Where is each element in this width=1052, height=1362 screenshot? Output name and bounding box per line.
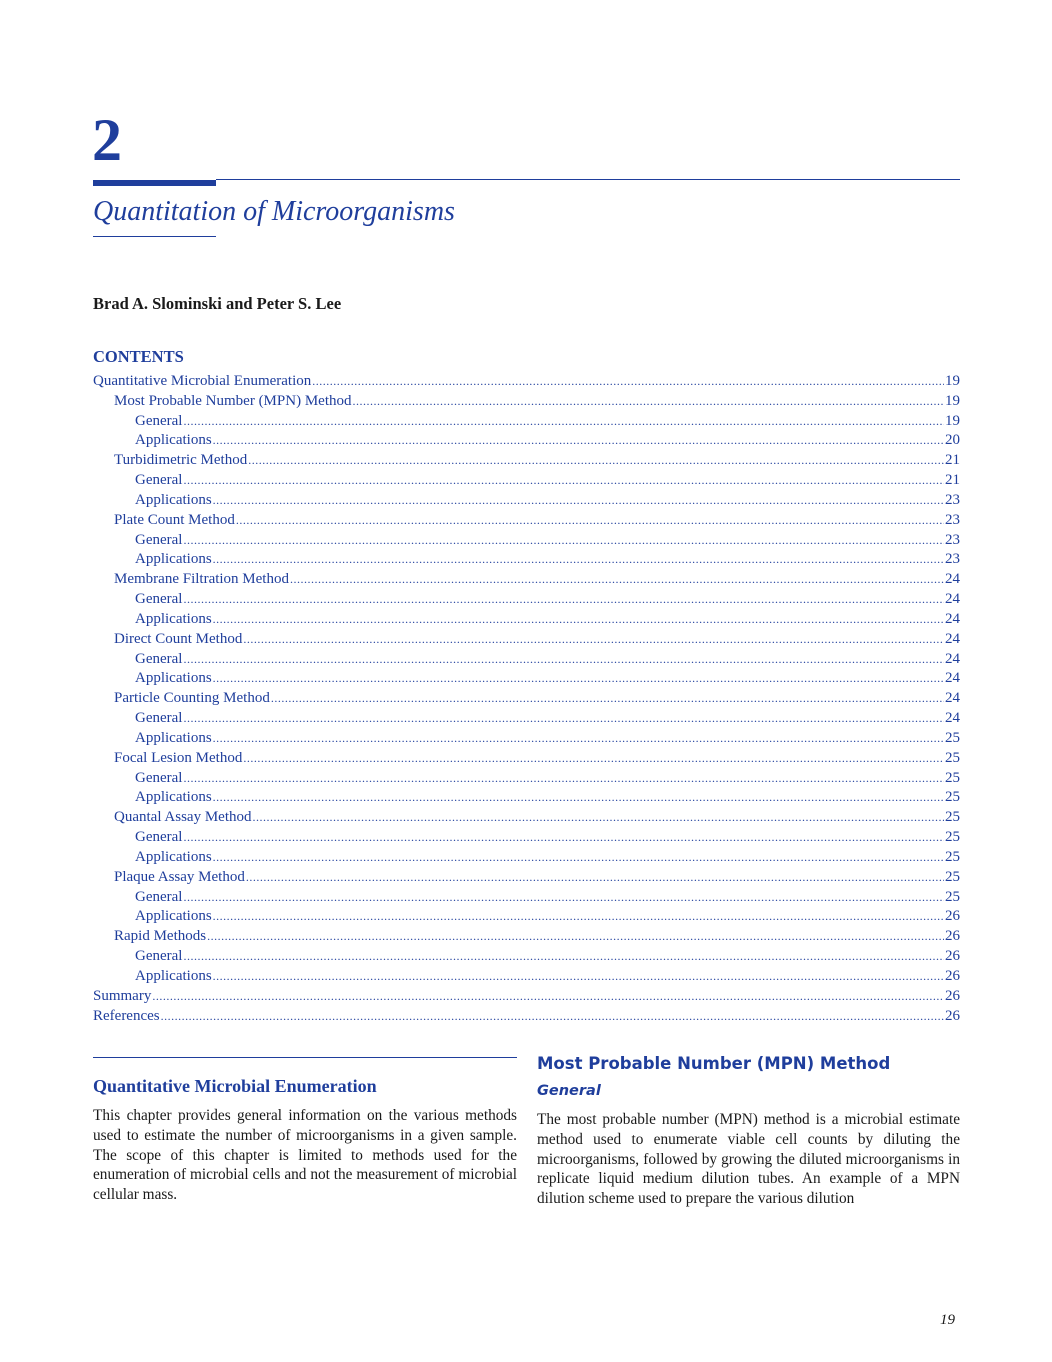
toc-entry[interactable] (93, 749, 960, 769)
toc-entry-page: 26 (945, 987, 960, 1004)
toc-entry[interactable] (93, 392, 960, 412)
toc-entry-title: Applications (135, 967, 212, 984)
chapter-title: Quantitation of Microorganisms (93, 196, 455, 227)
toc-leader-dots (248, 451, 944, 471)
toc-entry[interactable] (93, 788, 960, 808)
subsection-heading-general: General (537, 1083, 601, 1099)
toc-leader-dots (252, 808, 944, 828)
toc-entry-page: 25 (945, 868, 960, 885)
page-number: 19 (940, 1312, 955, 1328)
toc-entry[interactable] (93, 590, 960, 610)
toc-entry[interactable] (93, 412, 960, 432)
toc-entry[interactable] (93, 907, 960, 927)
toc-leader-dots (236, 511, 944, 531)
toc-leader-dots (213, 848, 944, 868)
toc-entry-page: 24 (945, 670, 960, 687)
toc-entry[interactable] (93, 491, 960, 511)
section-heading-mpn: Most Probable Number (MPN) Method (537, 1054, 891, 1073)
toc-entry-title: Applications (135, 729, 212, 746)
toc-leader-dots (243, 630, 944, 650)
section-paragraph-mpn: The most probable number (MPN) method is a microbial estimate method used to enumerate viable cell counts by diluting the microorganisms, followed by growing the diluted microorganisms in replicate liquid medium dilution tubes. An example of a MPN dilution scheme used to prepare the various dilution (537, 1111, 960, 1208)
toc-entry-page: 26 (945, 948, 960, 965)
toc-leader-dots (183, 709, 944, 729)
toc-entry-page: 23 (945, 531, 960, 548)
section-paragraph-enumeration: This chapter provides general information on the various methods used to estimate the number of microorganisms in a given sample. The scope of this chapter is limited to methods used for the enumeration of microbial cells and not the measurement of microbial cellular mass. (93, 1107, 517, 1204)
toc-entry-title: General (135, 412, 183, 429)
toc-entry-page: 24 (945, 710, 960, 727)
toc-entry-page: 21 (945, 452, 960, 469)
toc-leader-dots (207, 927, 944, 947)
toc-leader-dots (213, 907, 944, 927)
toc-entry[interactable] (93, 848, 960, 868)
toc-entry[interactable] (93, 987, 960, 1007)
chapter-rule-thick (93, 180, 216, 186)
toc-entry-page: 26 (945, 928, 960, 945)
toc-entry-title: Plaque Assay Method (114, 868, 245, 885)
toc-leader-dots (213, 788, 944, 808)
toc-entry-page: 23 (945, 551, 960, 568)
toc-leader-dots (213, 669, 944, 689)
table-of-contents (93, 372, 960, 1026)
toc-entry-title: Applications (135, 670, 212, 687)
toc-entry-title: Summary (93, 987, 152, 1004)
toc-leader-dots (290, 570, 944, 590)
toc-entry-title: Quantal Assay Method (114, 809, 252, 826)
toc-entry[interactable] (93, 947, 960, 967)
toc-entry[interactable] (93, 372, 960, 392)
toc-leader-dots (183, 947, 944, 967)
toc-entry-title: General (135, 769, 183, 786)
toc-entry[interactable] (93, 650, 960, 670)
toc-entry[interactable] (93, 828, 960, 848)
toc-leader-dots (161, 1007, 944, 1027)
toc-entry-title: Focal Lesion Method (114, 749, 243, 766)
toc-entry[interactable] (93, 669, 960, 689)
toc-entry[interactable] (93, 550, 960, 570)
toc-leader-dots (183, 650, 944, 670)
toc-entry[interactable] (93, 709, 960, 729)
toc-entry-page: 21 (945, 472, 960, 489)
toc-entry-title: Rapid Methods (114, 928, 207, 945)
toc-entry-title: General (135, 472, 183, 489)
toc-entry-page: 19 (945, 392, 960, 409)
toc-leader-dots (243, 749, 944, 769)
toc-entry[interactable] (93, 451, 960, 471)
toc-entry-title: References (93, 1007, 160, 1024)
chapter-title-underline (93, 236, 216, 237)
toc-leader-dots (213, 550, 944, 570)
toc-entry[interactable] (93, 967, 960, 987)
toc-leader-dots (183, 828, 944, 848)
toc-leader-dots (183, 769, 944, 789)
toc-leader-dots (183, 590, 944, 610)
toc-leader-dots (312, 372, 944, 392)
toc-entry-title: Turbidimetric Method (114, 452, 248, 469)
toc-entry-page: 24 (945, 650, 960, 667)
toc-entry-title: Applications (135, 491, 212, 508)
toc-entry[interactable] (93, 471, 960, 491)
toc-entry[interactable] (93, 531, 960, 551)
toc-entry-title: Quantitative Microbial Enumeration (93, 373, 312, 389)
toc-entry[interactable] (93, 570, 960, 590)
toc-entry-page: 20 (945, 432, 960, 449)
section-divider (93, 1057, 517, 1058)
toc-entry-title: Plate Count Method (114, 511, 235, 528)
section-heading-enumeration: Quantitative Microbial Enumeration (93, 1076, 377, 1096)
toc-entry-page: 25 (945, 829, 960, 846)
toc-entry[interactable] (93, 630, 960, 650)
toc-entry-title: Membrane Filtration Method (114, 571, 289, 588)
toc-leader-dots (183, 412, 944, 432)
toc-entry[interactable] (93, 511, 960, 531)
toc-entry[interactable] (93, 808, 960, 828)
toc-entry-page: 25 (945, 789, 960, 806)
toc-entry-title: General (135, 710, 183, 727)
toc-entry-page: 25 (945, 749, 960, 766)
toc-entry-page: 24 (945, 591, 960, 608)
toc-entry-page: 25 (945, 769, 960, 786)
toc-entry-title: Most Probable Number (MPN) Method (114, 392, 352, 409)
toc-entry-title: General (135, 948, 183, 965)
toc-entry-title: Applications (135, 551, 212, 568)
chapter-rule-thin (216, 179, 960, 180)
toc-entry[interactable] (93, 927, 960, 947)
toc-entry[interactable] (93, 888, 960, 908)
toc-entry-page: 25 (945, 848, 960, 865)
toc-entry-title: Applications (135, 610, 212, 627)
toc-leader-dots (213, 431, 944, 451)
toc-entry-page: 25 (945, 888, 960, 905)
toc-leader-dots (152, 987, 944, 1007)
toc-entry[interactable] (93, 769, 960, 789)
toc-entry[interactable] (93, 610, 960, 630)
toc-entry[interactable] (93, 431, 960, 451)
toc-leader-dots (183, 471, 944, 491)
toc-entry-title: Particle Counting Method (114, 690, 270, 707)
toc-leader-dots (183, 888, 944, 908)
toc-entry-page: 25 (945, 729, 960, 746)
toc-entry[interactable] (93, 1007, 960, 1027)
toc-entry-title: General (135, 650, 183, 667)
toc-leader-dots (246, 868, 944, 888)
toc-entry-title: Applications (135, 848, 212, 865)
toc-leader-dots (213, 610, 944, 630)
toc-entry-page: 19 (945, 373, 960, 389)
toc-entry-title: Direct Count Method (114, 630, 243, 647)
toc-leader-dots (183, 531, 944, 551)
toc-entry-page: 26 (945, 967, 960, 984)
toc-entry-page: 19 (945, 412, 960, 429)
toc-entry-page: 23 (945, 491, 960, 508)
toc-entry-page: 24 (945, 610, 960, 627)
toc-leader-dots (352, 392, 944, 412)
toc-entry-page: 25 (945, 809, 960, 826)
toc-entry-title: Applications (135, 432, 212, 449)
toc-entry-page: 24 (945, 571, 960, 588)
toc-entry[interactable] (93, 868, 960, 888)
toc-entry[interactable] (93, 689, 960, 709)
left-column (93, 1057, 517, 1205)
chapter-authors: Brad A. Slominski and Peter S. Lee (93, 294, 342, 313)
contents-heading: CONTENTS (93, 347, 184, 366)
toc-leader-dots (271, 689, 944, 709)
toc-entry-page: 23 (945, 511, 960, 528)
toc-entry-title: General (135, 531, 183, 548)
toc-entry-title: General (135, 829, 183, 846)
toc-entry-title: Applications (135, 908, 212, 925)
right-column (537, 1052, 960, 1209)
toc-entry-title: General (135, 591, 183, 608)
toc-entry-title: General (135, 888, 183, 905)
toc-leader-dots (213, 729, 944, 749)
toc-entry-page: 26 (945, 908, 960, 925)
chapter-number: 2 (92, 107, 122, 173)
toc-leader-dots (213, 491, 944, 511)
toc-entry-page: 24 (945, 630, 960, 647)
toc-leader-dots (213, 967, 944, 987)
toc-entry[interactable] (93, 729, 960, 749)
toc-entry-page: 24 (945, 690, 960, 707)
toc-entry-title: Applications (135, 789, 212, 806)
toc-entry-page: 26 (945, 1007, 960, 1024)
